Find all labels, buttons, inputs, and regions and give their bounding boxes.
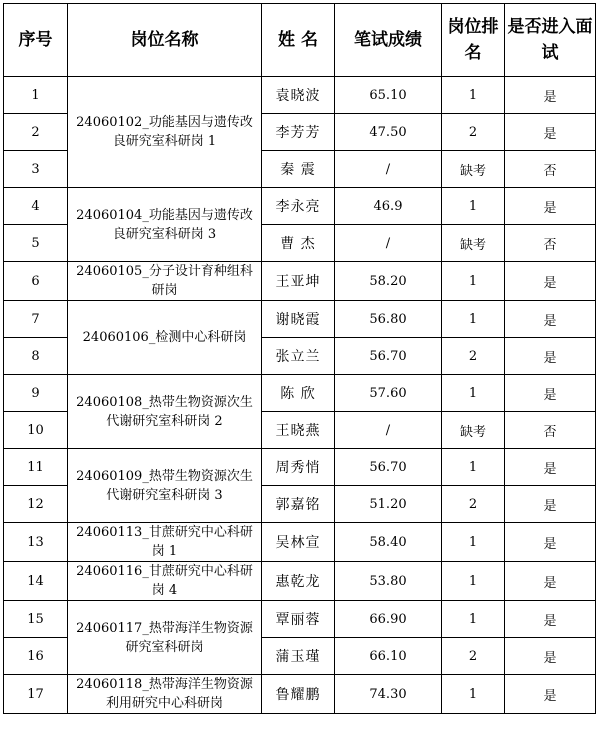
position-cell: 24060106_检测中心科研岗 bbox=[68, 301, 262, 375]
seq-cell: 12 bbox=[4, 486, 68, 523]
seq-cell: 10 bbox=[4, 412, 68, 449]
header-position: 岗位名称 bbox=[68, 4, 262, 77]
rank-cell: 2 bbox=[442, 114, 505, 151]
table-row bbox=[4, 523, 596, 562]
score-cell: / bbox=[335, 151, 442, 188]
table-row bbox=[4, 675, 596, 714]
seq-cell: 9 bbox=[4, 375, 68, 412]
score-cell: 58.40 bbox=[335, 523, 442, 562]
interview-cell: 是 bbox=[505, 675, 596, 714]
name-cell: 曹 杰 bbox=[262, 225, 335, 262]
rank-cell: 缺考 bbox=[442, 225, 505, 262]
position-cell: 24060109_热带生物资源次生代谢研究室科研岗 3 bbox=[68, 449, 262, 523]
seq-cell: 16 bbox=[4, 638, 68, 675]
score-cell: 53.80 bbox=[335, 562, 442, 601]
name-cell: 周秀悄 bbox=[262, 449, 335, 486]
rank-cell: 1 bbox=[442, 675, 505, 714]
header-seq: 序号 bbox=[4, 4, 68, 77]
position-cell: 24060117_热带海洋生物资源研究室科研岗 bbox=[68, 601, 262, 675]
rank-cell: 1 bbox=[442, 562, 505, 601]
score-cell: 57.60 bbox=[335, 375, 442, 412]
interview-cell: 是 bbox=[505, 601, 596, 638]
table-row bbox=[4, 262, 596, 301]
name-cell: 惠乾龙 bbox=[262, 562, 335, 601]
position-cell: 24060118_热带海洋生物资源利用研究中心科研岗 bbox=[68, 675, 262, 714]
interview-cell: 否 bbox=[505, 412, 596, 449]
table-row bbox=[4, 301, 596, 338]
name-cell: 蒲玉瑾 bbox=[262, 638, 335, 675]
header-interview: 是否进入面试 bbox=[505, 4, 596, 77]
score-cell: 56.70 bbox=[335, 338, 442, 375]
position-cell: 24060104_功能基因与遗传改良研究室科研岗 3 bbox=[68, 188, 262, 262]
rank-cell: 1 bbox=[442, 601, 505, 638]
seq-cell: 7 bbox=[4, 301, 68, 338]
interview-cell: 是 bbox=[505, 638, 596, 675]
score-cell: 56.80 bbox=[335, 301, 442, 338]
name-cell: 李永亮 bbox=[262, 188, 335, 225]
seq-cell: 8 bbox=[4, 338, 68, 375]
interview-cell: 是 bbox=[505, 449, 596, 486]
name-cell: 秦 震 bbox=[262, 151, 335, 188]
interview-cell: 否 bbox=[505, 225, 596, 262]
position-cell: 24060102_功能基因与遗传改良研究室科研岗 1 bbox=[68, 77, 262, 188]
seq-cell: 5 bbox=[4, 225, 68, 262]
rank-cell: 1 bbox=[442, 188, 505, 225]
rank-cell: 1 bbox=[442, 77, 505, 114]
name-cell: 李芳芳 bbox=[262, 114, 335, 151]
score-cell: 58.20 bbox=[335, 262, 442, 301]
interview-cell: 是 bbox=[505, 375, 596, 412]
header-rank: 岗位排名 bbox=[442, 4, 505, 77]
header-name: 姓 名 bbox=[262, 4, 335, 77]
name-cell: 覃丽蓉 bbox=[262, 601, 335, 638]
results-table bbox=[3, 3, 596, 714]
rank-cell: 2 bbox=[442, 486, 505, 523]
rank-cell: 1 bbox=[442, 523, 505, 562]
seq-cell: 3 bbox=[4, 151, 68, 188]
name-cell: 袁晓波 bbox=[262, 77, 335, 114]
seq-cell: 15 bbox=[4, 601, 68, 638]
name-cell: 王亚坤 bbox=[262, 262, 335, 301]
table-row bbox=[4, 449, 596, 486]
interview-cell: 是 bbox=[505, 188, 596, 225]
seq-cell: 4 bbox=[4, 188, 68, 225]
interview-cell: 是 bbox=[505, 338, 596, 375]
rank-cell: 1 bbox=[442, 301, 505, 338]
score-cell: 46.9 bbox=[335, 188, 442, 225]
position-cell: 24060108_热带生物资源次生代谢研究室科研岗 2 bbox=[68, 375, 262, 449]
rank-cell: 1 bbox=[442, 262, 505, 301]
header-row bbox=[4, 4, 596, 77]
name-cell: 郭嘉铭 bbox=[262, 486, 335, 523]
score-cell: / bbox=[335, 225, 442, 262]
position-cell: 24060113_甘蔗研究中心科研岗 1 bbox=[68, 523, 262, 562]
interview-cell: 是 bbox=[505, 562, 596, 601]
interview-cell: 是 bbox=[505, 301, 596, 338]
interview-cell: 是 bbox=[505, 523, 596, 562]
interview-cell: 是 bbox=[505, 262, 596, 301]
rank-cell: 1 bbox=[442, 449, 505, 486]
seq-cell: 11 bbox=[4, 449, 68, 486]
score-cell: 56.70 bbox=[335, 449, 442, 486]
rank-cell: 1 bbox=[442, 375, 505, 412]
interview-cell: 否 bbox=[505, 151, 596, 188]
score-cell: 74.30 bbox=[335, 675, 442, 714]
header-score: 笔试成绩 bbox=[335, 4, 442, 77]
name-cell: 鲁耀鹏 bbox=[262, 675, 335, 714]
seq-cell: 17 bbox=[4, 675, 68, 714]
name-cell: 陈 欣 bbox=[262, 375, 335, 412]
score-cell: 65.10 bbox=[335, 77, 442, 114]
interview-cell: 是 bbox=[505, 114, 596, 151]
score-cell: / bbox=[335, 412, 442, 449]
rank-cell: 2 bbox=[442, 638, 505, 675]
seq-cell: 2 bbox=[4, 114, 68, 151]
interview-cell: 是 bbox=[505, 77, 596, 114]
interview-cell: 是 bbox=[505, 486, 596, 523]
name-cell: 王晓燕 bbox=[262, 412, 335, 449]
table-row bbox=[4, 188, 596, 225]
rank-cell: 缺考 bbox=[442, 412, 505, 449]
seq-cell: 6 bbox=[4, 262, 68, 301]
table-row bbox=[4, 77, 596, 114]
seq-cell: 13 bbox=[4, 523, 68, 562]
rank-cell: 2 bbox=[442, 338, 505, 375]
position-cell: 24060105_分子设计育种组科研岗 bbox=[68, 262, 262, 301]
seq-cell: 1 bbox=[4, 77, 68, 114]
table-row bbox=[4, 601, 596, 638]
name-cell: 吴林宣 bbox=[262, 523, 335, 562]
score-cell: 47.50 bbox=[335, 114, 442, 151]
score-cell: 66.90 bbox=[335, 601, 442, 638]
name-cell: 谢晓霞 bbox=[262, 301, 335, 338]
rank-cell: 缺考 bbox=[442, 151, 505, 188]
table-row bbox=[4, 375, 596, 412]
name-cell: 张立兰 bbox=[262, 338, 335, 375]
score-cell: 51.20 bbox=[335, 486, 442, 523]
score-cell: 66.10 bbox=[335, 638, 442, 675]
table-row bbox=[4, 562, 596, 601]
seq-cell: 14 bbox=[4, 562, 68, 601]
position-cell: 24060116_甘蔗研究中心科研岗 4 bbox=[68, 562, 262, 601]
